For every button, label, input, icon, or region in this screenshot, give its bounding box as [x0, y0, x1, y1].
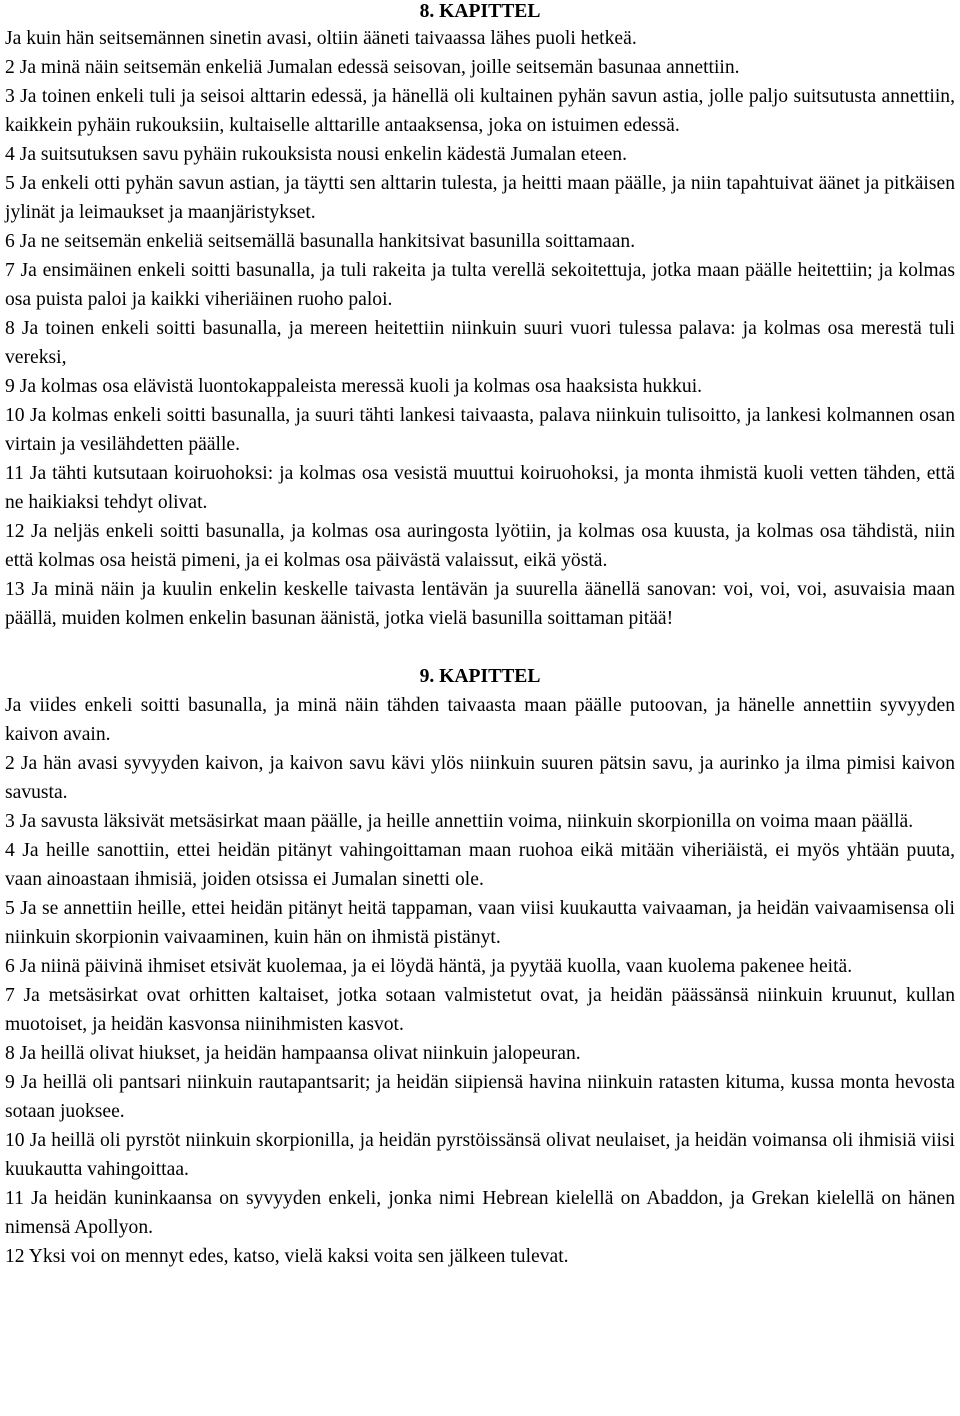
verse-text: Ja ensimäinen enkeli soitti basunalla, ja tuli rakeita ja tulta verellä sekoitettuja, jotka maan päälle heitettiin; ja kolmas osa puista paloi ja kaikki viheriäinen ruoho paloi.: [5, 260, 955, 310]
verse-number: 7: [5, 985, 15, 1006]
verse-8-12: [5, 517, 955, 575]
chapter-8-title: 8. KAPITTEL: [419, 1, 541, 22]
verse-8-10: [5, 401, 955, 459]
verse-number: 12: [5, 521, 25, 542]
verse-8-5: [5, 169, 955, 227]
verse-9-4: [5, 836, 955, 894]
chapter-9-title: 9. KAPITTEL: [419, 666, 541, 687]
verse-9-8: [5, 1039, 955, 1068]
verse-number: 13: [5, 579, 25, 600]
verse-8-3: [5, 82, 955, 140]
verse-text: Ja heillä olivat hiukset, ja heidän hampaansa olivat niinkuin jalopeuran.: [19, 1043, 581, 1064]
verse-text: Ja heidän kuninkaansa on syvyyden enkeli, jonka nimi Hebrean kielellä on Abaddon, ja Grekan kielellä on hänen nimensä Apollyon.: [5, 1188, 955, 1238]
verse-text: Ja niinä päivinä ihmiset etsivät kuolemaa, ja ei löydä häntä, ja pyytää kuolla, vaan kuolema pakenee heitä.: [19, 956, 853, 977]
verse-number: 11: [5, 463, 24, 484]
verse-number: 8: [5, 1043, 15, 1064]
verse-9-6: [5, 952, 955, 981]
verse-8-7: [5, 256, 955, 314]
verse-9-9: [5, 1068, 955, 1126]
verse-text: Ja ne seitsemän enkeliä seitsemällä basunalla hankitsivat basunilla soittamaan.: [19, 231, 636, 252]
verse-text: Ja heillä oli pantsari niinkuin rautapantsarit; ja heidän siipiensä havina niinkuin ratasten kituma, kussa monta hevosta sotaan juoksee.: [5, 1072, 955, 1122]
verse-9-1: [5, 691, 955, 749]
verse-number: 6: [5, 956, 15, 977]
verse-text: Ja kolmas osa elävistä luontokappaleista meressä kuoli ja kolmas osa haaksista hukkui.: [19, 376, 703, 397]
verse-text: Ja tähti kutsutaan koiruohoksi: ja kolmas osa vesistä muuttui koiruohoksi, ja monta ihmistä kuoli vetten tähden, että ne haikiaksi tehdyt olivat.: [5, 463, 955, 513]
chapter-9-body: [5, 691, 955, 1271]
verse-9-7: [5, 981, 955, 1039]
verse-number: 3: [5, 86, 15, 107]
verse-number: 7: [5, 260, 15, 281]
verse-number: 5: [5, 898, 15, 919]
verse-text: Ja hän avasi syvyyden kaivon, ja kaivon savu kävi ylös niinkuin suuren pätsin savu, ja aurinko ja ilma pimisi kaivon savusta.: [5, 753, 955, 803]
verse-number: 12: [5, 1246, 25, 1267]
verse-text: Ja viides enkeli soitti basunalla, ja minä näin tähden taivaasta maan päälle putoovan, ja hänelle annettiin syvyyden kaivon avain.: [5, 695, 955, 745]
verse-text: Ja neljäs enkeli soitti basunalla, ja kolmas osa auringosta lyötiin, ja kolmas osa kuusta, ja kolmas osa tähdistä, niin että kolmas osa heistä pimeni, ja ei kolmas osa päivästä valaissut, eikä yöstä.: [5, 521, 956, 571]
verse-text: Ja kolmas enkeli soitti basunalla, ja suuri tähti lankesi taivaasta, palava niinkuin tulisoitto, ja lankesi kolmannen osan virtain ja vesilähdetten päälle.: [5, 405, 955, 455]
verse-9-12: [5, 1242, 955, 1271]
verse-number: 3: [5, 811, 15, 832]
verse-text: Ja toinen enkeli tuli ja seisoi alttarin edessä, ja hänellä oli kultainen pyhän savun astia, jolle paljo suitsutusta annettiin, kaikkein pyhäin rukouksiin, kultaiselle alttarille antaaksensa, joka on istuimen edessä.: [5, 86, 955, 136]
verse-8-8: [5, 314, 955, 372]
verse-8-6: [5, 227, 955, 256]
verse-text: Ja toinen enkeli soitti basunalla, ja mereen heitettiin niinkuin suuri vuori tulessa palava: ja kolmas osa merestä tuli vereksi,: [5, 318, 955, 368]
verse-text: Ja suitsutuksen savu pyhäin rukouksista nousi enkelin kädestä Jumalan eteen.: [19, 144, 627, 165]
verse-number: 2: [5, 753, 15, 774]
verse-8-11: [5, 459, 955, 517]
verse-8-9: [5, 372, 955, 401]
verse-8-13: [5, 575, 955, 633]
verse-text: Ja savusta läksivät metsäsirkat maan päälle, ja heille annettiin voima, niinkuin skorpionilla on voima maan päällä.: [19, 811, 914, 832]
verse-number: 9: [5, 376, 15, 397]
verse-number: 2: [5, 57, 15, 78]
verse-8-4: [5, 140, 955, 169]
verse-text: Yksi voi on mennyt edes, katso, vielä kaksi voita sen jälkeen tulevat.: [28, 1246, 569, 1267]
verse-number: 4: [5, 840, 15, 861]
verse-9-3: [5, 807, 955, 836]
verse-number: 9: [5, 1072, 15, 1093]
verse-number: 5: [5, 173, 15, 194]
verse-9-10: [5, 1126, 955, 1184]
chapter-8-body: [5, 24, 955, 633]
verse-text: Ja metsäsirkat ovat orhitten kaltaiset, jotka sotaan valmistetut ovat, ja heidän päässänsä niinkuin kruunut, kullan muotoiset, ja heidän kasvonsa niinihmisten kasvot.: [5, 985, 956, 1035]
verse-text: Ja se annettiin heille, ettei heidän pitänyt heitä tappaman, vaan viisi kuukautta vaivaaman, ja heidän vaivaamisensa oli niinkuin skorpionin vaivaaminen, kuin hän on ihmistä pistänyt.: [5, 898, 955, 948]
verse-number: 6: [5, 231, 15, 252]
verse-8-1: [5, 24, 955, 53]
verse-number: 10: [5, 405, 25, 426]
verse-text: Ja kuin hän seitsemännen sinetin avasi, oltiin ääneti taivaassa lähes puoli hetkeä.: [5, 28, 637, 49]
verse-number: 11: [5, 1188, 24, 1209]
verse-text: Ja enkeli otti pyhän savun astian, ja täytti sen alttarin tulesta, ja heitti maan päälle, ja niin tapahtuivat äänet ja pitkäisen jylinät ja leimaukset ja maanjäristykset.: [5, 173, 955, 223]
verse-text: Ja heillä oli pyrstöt niinkuin skorpionilla, ja heidän pyrstöissänsä olivat neulaiset, ja heidän voimansa oli ihmisiä viisi kuukautta vahingoittaa.: [5, 1130, 955, 1180]
verse-number: 8: [5, 318, 15, 339]
verse-number: 10: [5, 1130, 25, 1151]
verse-9-2: [5, 749, 955, 807]
verse-text: Ja heille sanottiin, ettei heidän pitänyt vahingoittaman maan ruohoa eikä mitään viheriäistä, ei myös yhtään puuta, vaan ainoastaan ihmisiä, joiden otsissa ei Jumalan sinetti ole.: [5, 840, 955, 890]
verse-text: Ja minä näin ja kuulin enkelin keskelle taivasta lentävän ja suurella äänellä sanovan: voi, voi, voi, asuvaisia maan päällä, muiden kolmen enkelin basunan äänistä, jotka vielä basunilla soittaman pitää!: [5, 579, 955, 629]
verse-9-11: [5, 1184, 955, 1242]
verse-text: Ja minä näin seitsemän enkeliä Jumalan edessä seisovan, joille seitsemän basunaa annettiin.: [19, 57, 740, 78]
verse-8-2: [5, 53, 955, 82]
verse-number: 4: [5, 144, 15, 165]
verse-9-5: [5, 894, 955, 952]
